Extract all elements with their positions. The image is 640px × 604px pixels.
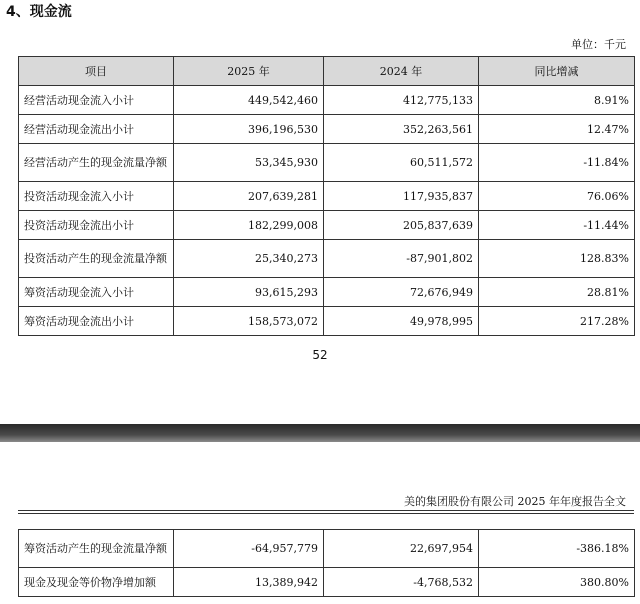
row-change: 76.06%	[479, 182, 635, 211]
row-item: 投资活动产生的现金流量净额	[19, 240, 174, 278]
header-item: 项目	[19, 57, 174, 86]
table-row	[19, 278, 635, 307]
row-2025: 207,639,281	[174, 182, 324, 211]
row-2024: 60,511,572	[324, 144, 479, 182]
cash-flow-table	[18, 56, 635, 336]
row-2025: 396,196,530	[174, 115, 324, 144]
row-change: -11.84%	[479, 144, 635, 182]
row-2025: 53,345,930	[174, 144, 324, 182]
table-row	[19, 307, 635, 336]
row-2024: 352,263,561	[324, 115, 479, 144]
section-title: 4、现金流	[6, 4, 72, 20]
row-item: 现金及现金等价物净增加额	[19, 568, 174, 597]
table-row	[19, 240, 635, 278]
unit-label: 单位：千元	[571, 38, 626, 51]
header-change: 同比增减	[479, 57, 635, 86]
row-2024: 117,935,837	[324, 182, 479, 211]
header-rule	[18, 510, 634, 514]
row-change: 28.81%	[479, 278, 635, 307]
row-change: 8.91%	[479, 86, 635, 115]
row-item: 筹资活动现金流出小计	[19, 307, 174, 336]
row-2024: 49,978,995	[324, 307, 479, 336]
row-change: 12.47%	[479, 115, 635, 144]
row-2024: 412,775,133	[324, 86, 479, 115]
row-item: 筹资活动产生的现金流量净额	[19, 530, 174, 568]
row-item: 投资活动现金流入小计	[19, 182, 174, 211]
row-2025: 25,340,273	[174, 240, 324, 278]
table-row	[19, 211, 635, 240]
row-change: 128.83%	[479, 240, 635, 278]
row-item: 经营活动现金流入小计	[19, 86, 174, 115]
row-2024: 205,837,639	[324, 211, 479, 240]
page-break-divider	[0, 424, 640, 442]
table-header-row	[19, 57, 635, 86]
table-row	[19, 86, 635, 115]
row-2025: 93,615,293	[174, 278, 324, 307]
table-row	[19, 568, 635, 597]
header-2025: 2025 年	[174, 57, 324, 86]
table-row	[19, 115, 635, 144]
row-2025: 449,542,460	[174, 86, 324, 115]
row-2025: 13,389,942	[174, 568, 324, 597]
row-2024: -87,901,802	[324, 240, 479, 278]
row-change: -386.18%	[479, 530, 635, 568]
cash-flow-table-continued	[18, 529, 635, 597]
row-2024: 22,697,954	[324, 530, 479, 568]
row-2025: -64,957,779	[174, 530, 324, 568]
row-change: 217.28%	[479, 307, 635, 336]
row-2024: -4,768,532	[324, 568, 479, 597]
table-row	[19, 530, 635, 568]
row-item: 投资活动现金流出小计	[19, 211, 174, 240]
row-2025: 158,573,072	[174, 307, 324, 336]
row-item: 经营活动产生的现金流量净额	[19, 144, 174, 182]
row-2024: 72,676,949	[324, 278, 479, 307]
page-number: 52	[312, 348, 328, 362]
header-2024: 2024 年	[324, 57, 479, 86]
report-header: 美的集团股份有限公司 2025 年年度报告全文	[404, 495, 626, 508]
table-row	[19, 144, 635, 182]
row-item: 筹资活动现金流入小计	[19, 278, 174, 307]
row-change: -11.44%	[479, 211, 635, 240]
row-change: 380.80%	[479, 568, 635, 597]
row-item: 经营活动现金流出小计	[19, 115, 174, 144]
table-row	[19, 182, 635, 211]
row-2025: 182,299,008	[174, 211, 324, 240]
